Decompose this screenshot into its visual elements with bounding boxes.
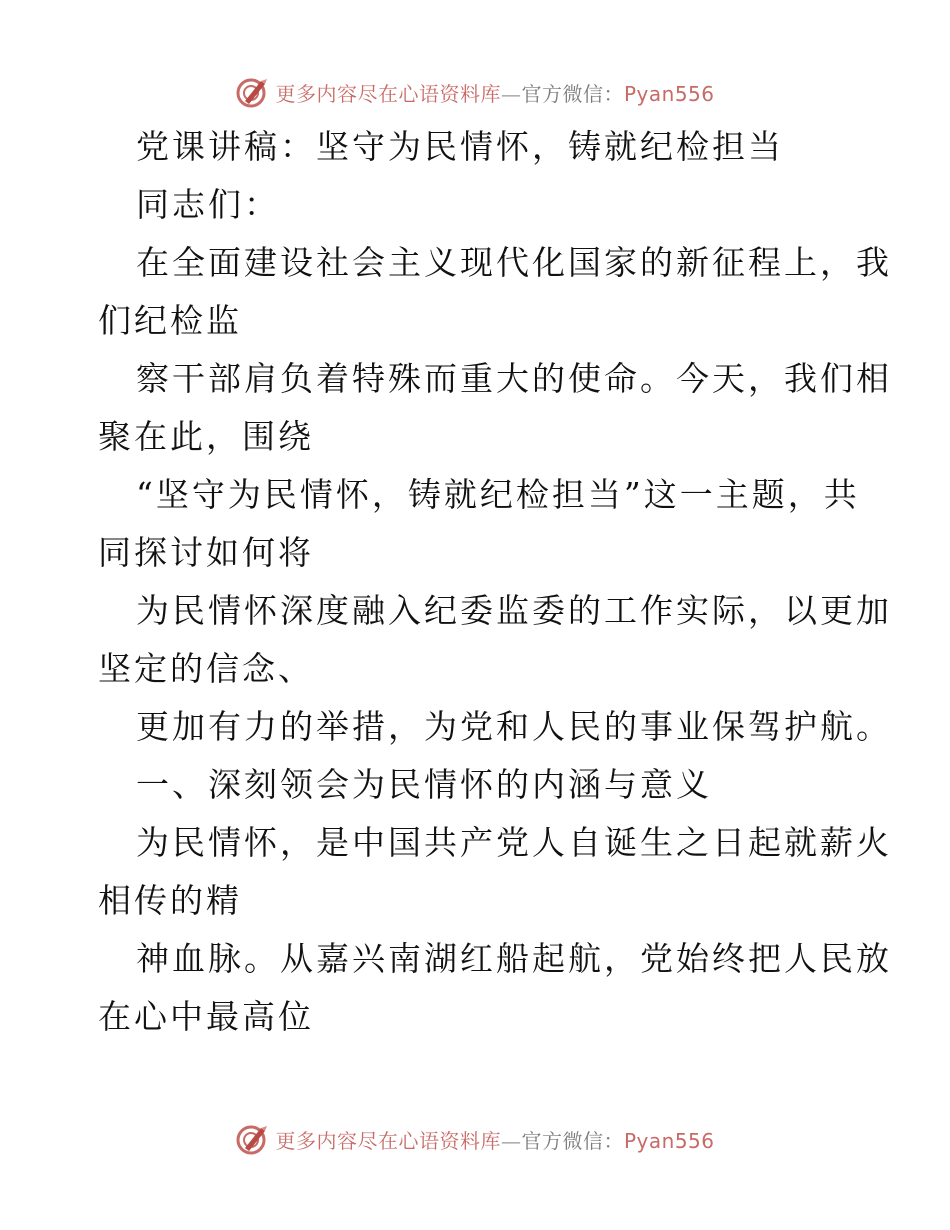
text-line: 神血脉。从嘉兴南湖红船起航，党始终把人民放 bbox=[136, 939, 892, 978]
text-line: 相传的精 bbox=[98, 881, 242, 920]
text-line: 同探讨如何将 bbox=[98, 533, 314, 572]
watermark-label: 官方微信： bbox=[521, 1128, 624, 1153]
watermark-wechat-id: Pyan556 bbox=[623, 1128, 715, 1153]
text-line: 党课讲稿：坚守为民情怀，铸就纪检担当 bbox=[136, 127, 784, 166]
text-line: 为民情怀深度融入纪委监委的工作实际，以更加 bbox=[136, 591, 892, 630]
header-watermark bbox=[0, 70, 950, 114]
text-line: 同志们： bbox=[136, 185, 280, 224]
watermark-wechat-id: Pyan556 bbox=[623, 81, 715, 106]
footer-watermark bbox=[0, 1117, 950, 1161]
pen-logo-icon bbox=[235, 75, 269, 109]
text-line: 更加有力的举措，为党和人民的事业保驾护航。 bbox=[136, 707, 892, 746]
watermark-brand: 更多内容尽在心语资料库 bbox=[275, 1128, 501, 1153]
text-line: 为民情怀，是中国共产党人自诞生之日起就薪火 bbox=[136, 823, 892, 862]
text-line: 们纪检监 bbox=[98, 301, 242, 340]
text-line: 坚定的信念、 bbox=[98, 649, 314, 688]
pen-logo-icon bbox=[235, 1122, 269, 1156]
text-line: 察干部肩负着特殊而重大的使命。今天，我们相 bbox=[136, 359, 892, 398]
text-line: 在全面建设社会主义现代化国家的新征程上，我 bbox=[136, 243, 892, 282]
text-line: “坚守为民情怀，铸就纪检担当”这一主题，共 bbox=[136, 475, 860, 514]
document-body bbox=[98, 118, 892, 1046]
watermark-separator: — bbox=[500, 1128, 522, 1153]
text-line: 聚在此，围绕 bbox=[98, 417, 314, 456]
watermark-brand: 更多内容尽在心语资料库 bbox=[275, 81, 501, 106]
watermark-label: 官方微信： bbox=[521, 81, 624, 106]
text-line: 在心中最高位 bbox=[98, 997, 314, 1036]
text-line: 一、深刻领会为民情怀的内涵与意义 bbox=[136, 765, 712, 804]
watermark-separator: — bbox=[500, 81, 522, 106]
